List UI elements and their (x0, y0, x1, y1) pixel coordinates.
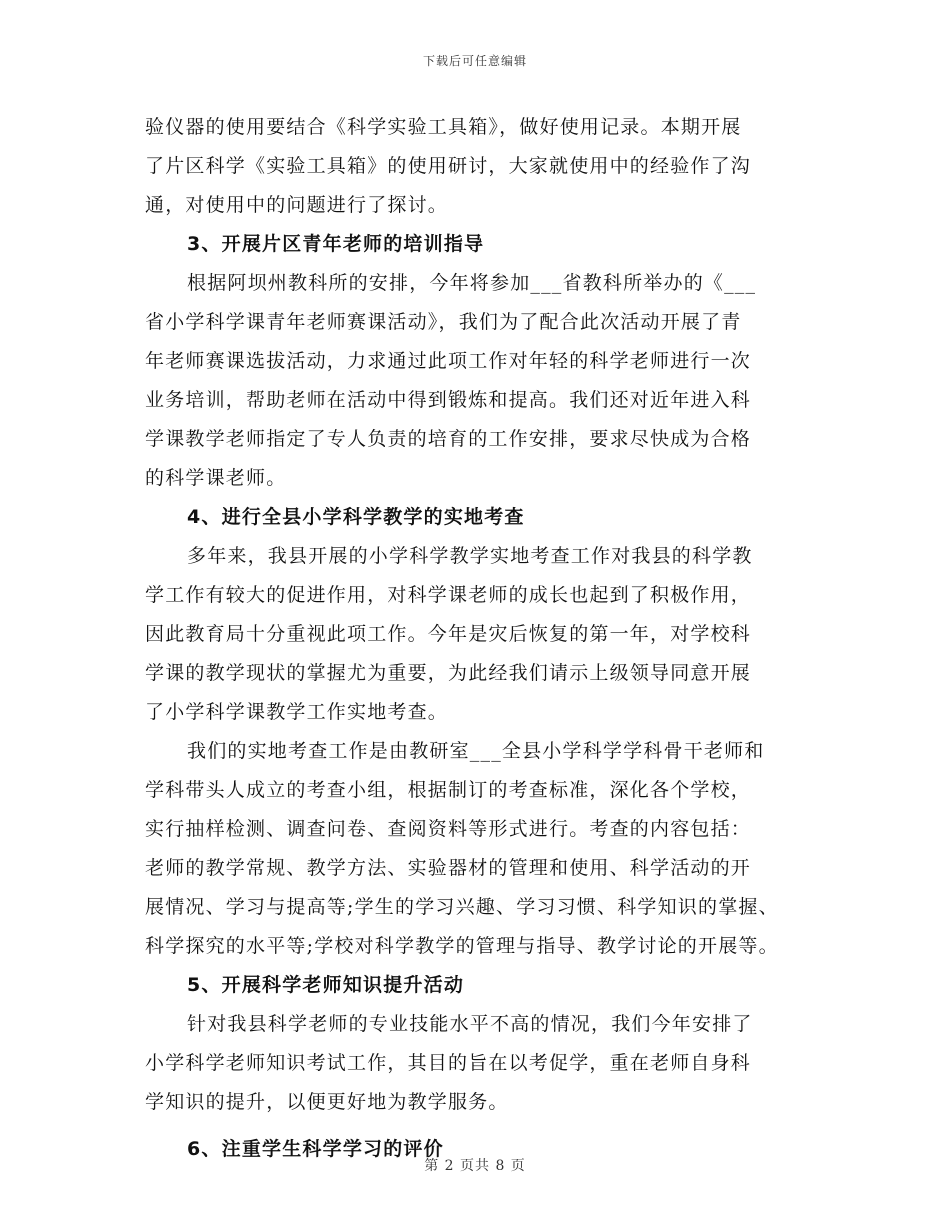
section-heading-3: 3、开展片区青年老师的培训指导 (187, 233, 485, 255)
paragraph-line: 省小学科学课青年老师赛课活动》，我们为了配合此次活动开展了青 (145, 311, 742, 333)
paragraph-line: 学课教学老师指定了专人负责的培育的工作安排，要求尽快成为合格 (145, 428, 752, 450)
paragraph-line: 的科学课老师。 (145, 467, 287, 489)
paragraph-line: 因此教育局十分重视此项工作。今年是灾后恢复的第一年，对学校科 (145, 623, 752, 645)
paragraph-line: 实行抽样检测、调查问卷、查阅资料等形式进行。考查的内容包括： (145, 818, 752, 840)
paragraph-line: 学工作有较大的促进作用，对科学课老师的成长也起到了积极作用， (145, 584, 752, 606)
paragraph-line: 通，对使用中的问题进行了探讨。 (145, 194, 449, 216)
paragraph-line: 了片区科学《实验工具箱》的使用研讨，大家就使用中的经验作了沟 (145, 155, 752, 177)
paragraph-line: 展情况、学习与提高等;学生的学习兴趣、学习习惯、科学知识的掌握、 (145, 896, 779, 918)
paragraph-line: 科学探究的水平等;学校对科学教学的管理与指导、教学讨论的开展等。 (145, 935, 779, 957)
paragraph-line: 老师的教学常规、教学方法、实验器材的管理和使用、科学活动的开 (145, 857, 752, 879)
paragraph-line: 学知识的提升，以便更好地为教学服务。 (145, 1091, 509, 1113)
paragraph-line: 学科带头人成立的考查小组，根据制订的考查标准，深化各个学校， (145, 779, 752, 801)
paragraph-line: 学课的教学现状的掌握尤为重要，为此经我们请示上级领导同意开展 (145, 662, 752, 684)
page-footer: 第 2 页共 8 页 (424, 1158, 526, 1174)
section-heading-5: 5、开展科学老师知识提升活动 (187, 974, 465, 996)
paragraph-line: 年老师赛课选拔活动，力求通过此项工作对年轻的科学老师进行一次 (145, 350, 752, 372)
paragraph-line: 小学科学老师知识考试工作，其目的旨在以考促学，重在老师自身科 (145, 1052, 752, 1074)
paragraph-line: 了小学科学课教学工作实地考查。 (145, 701, 449, 723)
paragraph-line: 根据阿坝州教科所的安排，今年将参加___省教科所举办的《___ (187, 272, 757, 294)
section-heading-4: 4、进行全县小学科学教学的实地考查 (187, 506, 525, 528)
document-body (145, 108, 825, 1169)
page-header: 下载后可任意编辑 (422, 54, 527, 68)
paragraph-line: 我们的实地考查工作是由教研室___全县小学科学学科骨干老师和 (187, 740, 765, 762)
paragraph-line: 验仪器的使用要结合《科学实验工具箱》，做好使用记录。本期开展 (145, 116, 742, 138)
paragraph-line: 针对我县科学老师的专业技能水平不高的情况，我们今年安排了 (187, 1013, 753, 1035)
paragraph-line: 多年来，我县开展的小学科学教学实地考查工作对我县的科学教 (187, 545, 753, 567)
section-heading-6: 6、注重学生科学学习的评价 (187, 1138, 444, 1160)
paragraph-line: 业务培训，帮助老师在活动中得到锻炼和提高。我们还对近年进入科 (145, 389, 752, 411)
